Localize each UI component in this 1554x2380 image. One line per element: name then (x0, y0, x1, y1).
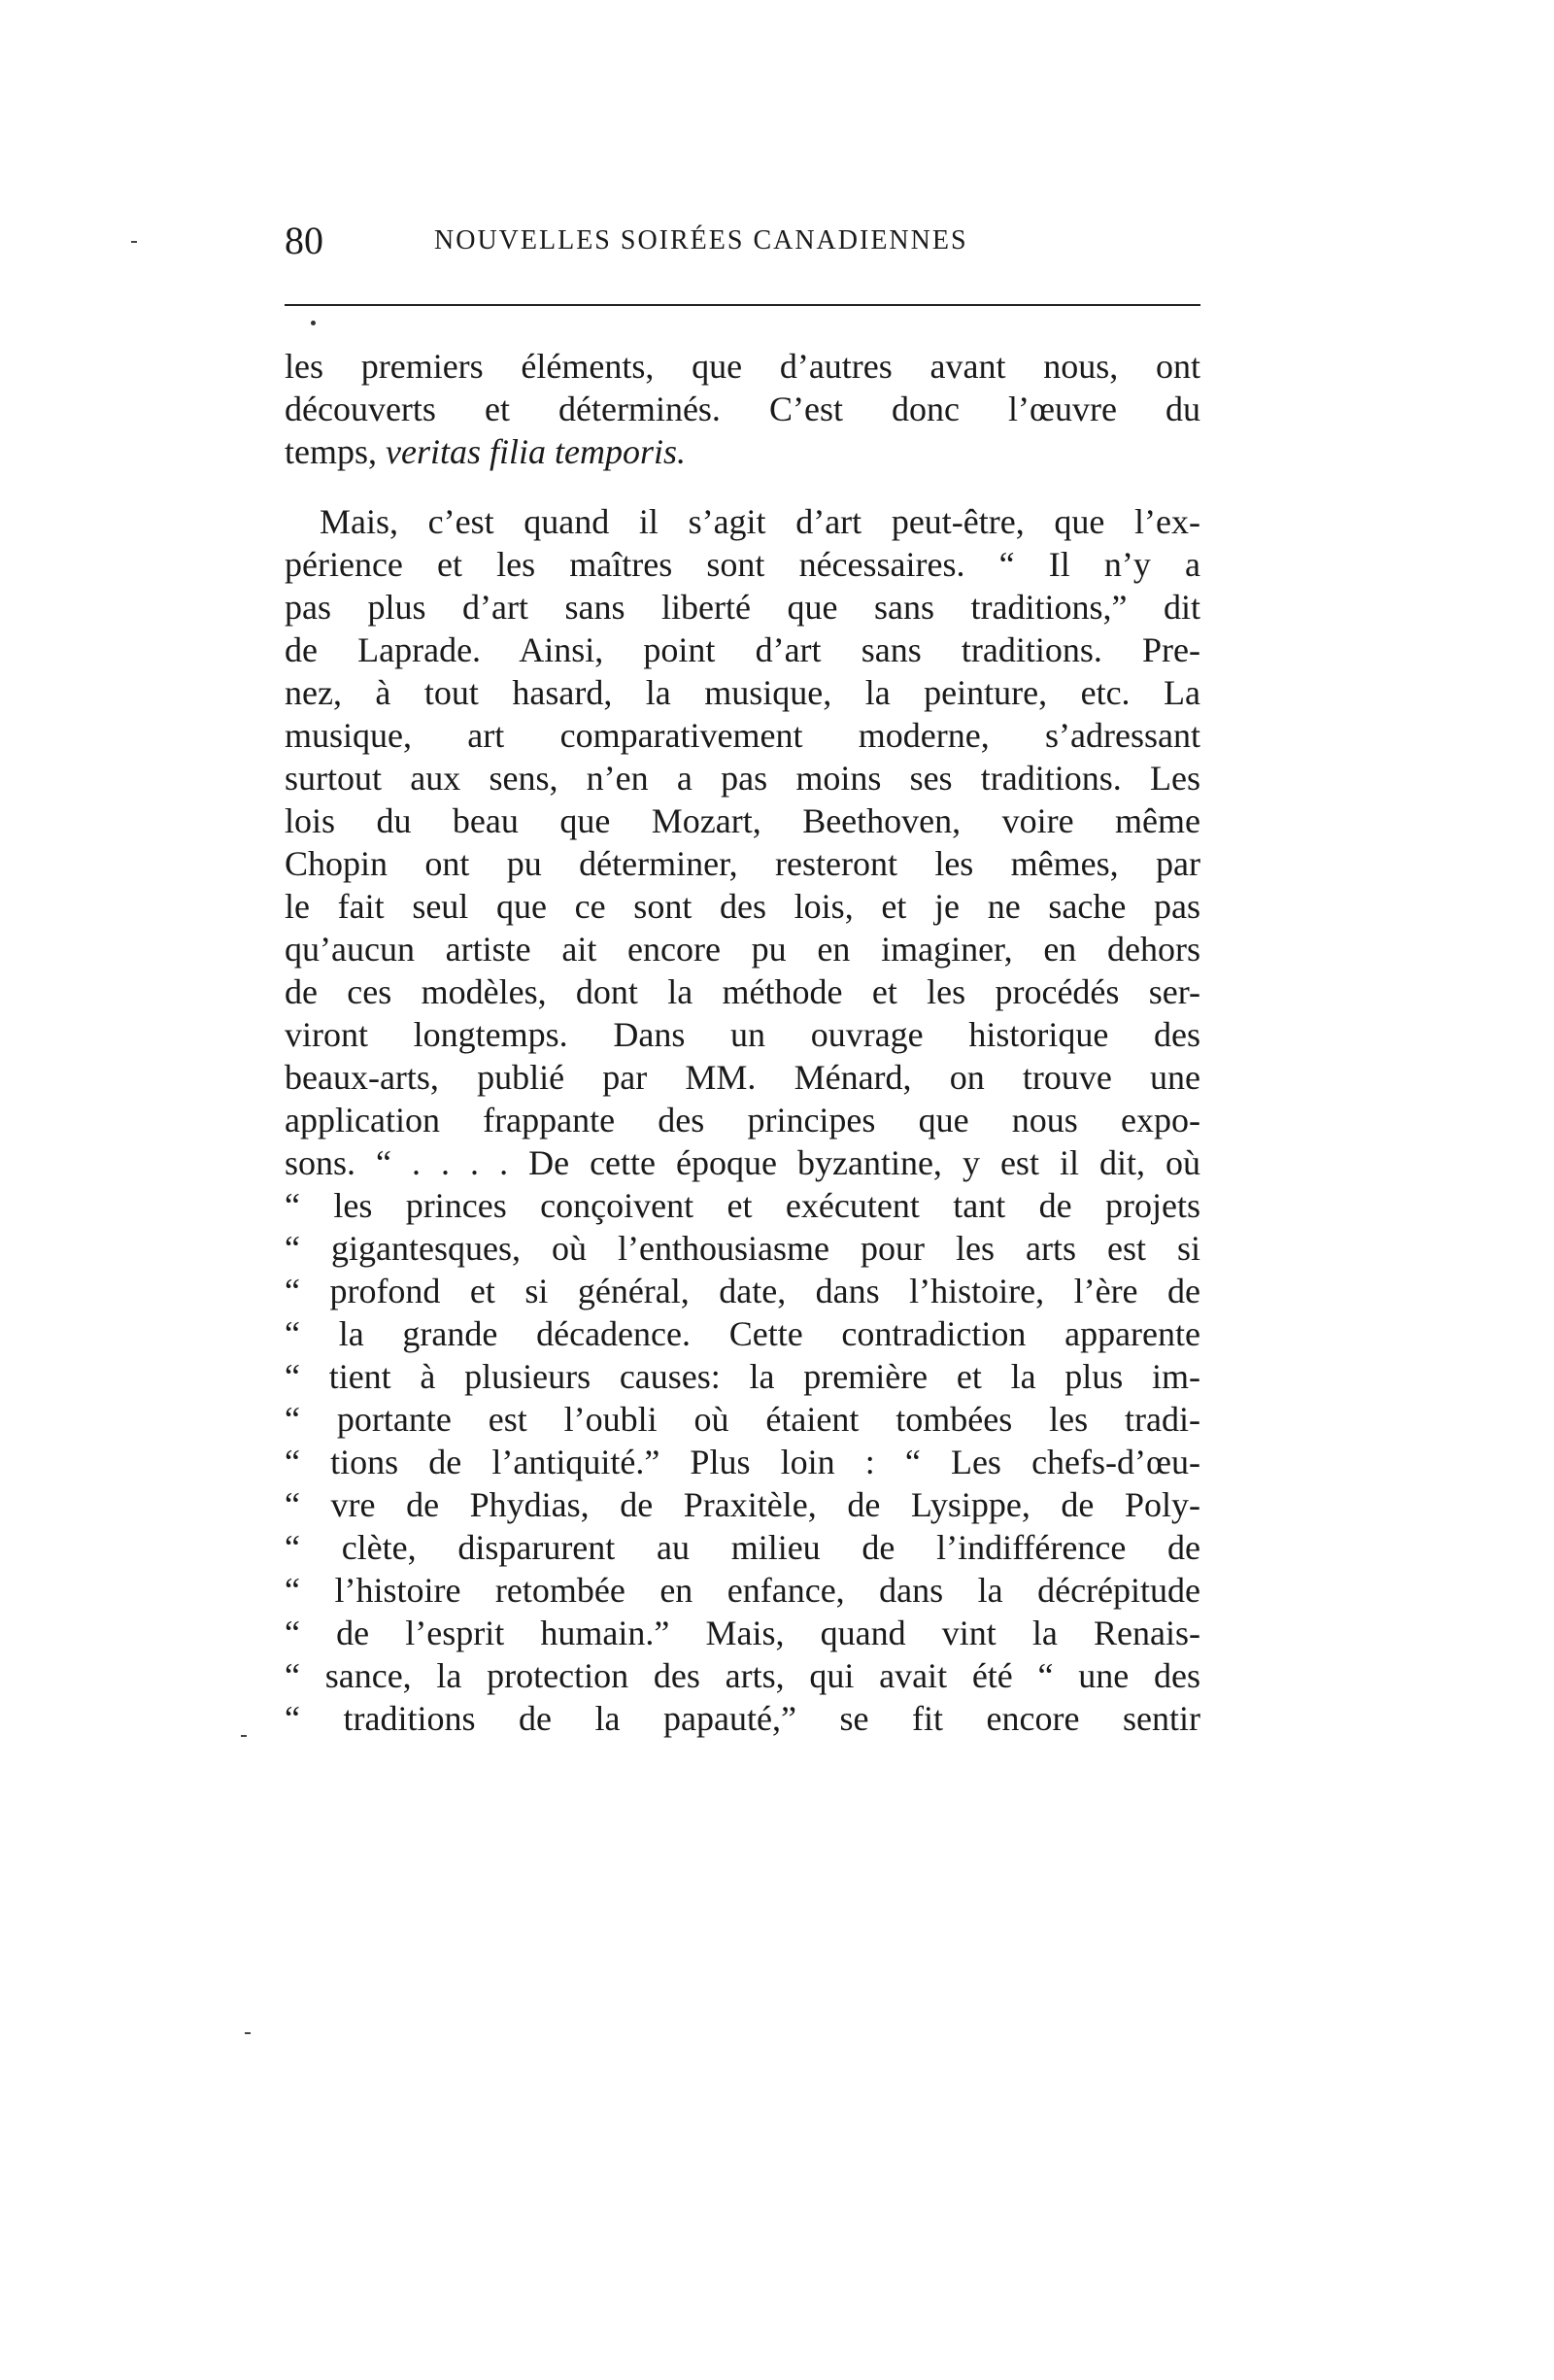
text-line: qu’aucun artiste ait encore pu en imaginer, en dehors (285, 930, 1200, 969)
text-line: “ tions de l’antiquité.” Plus loin : “ Les chefs-d’œu- (285, 1443, 1200, 1481)
text-line: surtout aux sens, n’en a pas moins ses traditions. Les (285, 759, 1200, 798)
text-line (285, 430, 1200, 473)
text-line: “ clète, disparurent au milieu de l’indifférence de (285, 1528, 1200, 1567)
text-line: Mais, c’est quand il s’agit d’art peut-être, que l’ex- (320, 502, 1200, 541)
text-line: Chopin ont pu déterminer, resteront les mêmes, par (285, 844, 1200, 883)
text-line: viront longtemps. Dans un ouvrage historique des (285, 1015, 1200, 1054)
text-line: application frappante des principes que nous expo- (285, 1101, 1200, 1139)
text-line: pas plus d’art sans liberté que sans traditions,” dit (285, 588, 1200, 627)
text-line: les premiers éléments, que d’autres avant nous, ont (285, 347, 1200, 386)
italic-phrase: veritas filia temporis. (386, 432, 686, 471)
text-line: “ portante est l’oubli où étaient tombées les tradi- (285, 1400, 1200, 1439)
print-speck (311, 321, 316, 325)
margin-mark (241, 1735, 247, 1737)
text-line: “ sance, la protection des arts, qui avait été “ une des (285, 1656, 1200, 1695)
text-line: “ la grande décadence. Cette contradiction apparente (285, 1314, 1200, 1353)
margin-mark (245, 2032, 251, 2034)
text-line: découverts et déterminés. C’est donc l’œuvre du (285, 390, 1200, 428)
header-rule (285, 304, 1200, 306)
text-line: “ gigantesques, où l’enthousiasme pour les arts est si (285, 1229, 1200, 1268)
text-line: musique, art comparativement moderne, s’adressant (285, 716, 1200, 755)
text-line: “ de l’esprit humain.” Mais, quand vint la Renais- (285, 1614, 1200, 1652)
text-fragment: temps, (285, 432, 377, 471)
body-text (285, 345, 1200, 1740)
text-line: périence et les maîtres sont nécessaires. “ Il n’y a (285, 545, 1200, 584)
paragraph-1 (285, 345, 1200, 473)
text-line: “ traditions de la papauté,” se fit encore sentir (285, 1699, 1200, 1738)
text-line: nez, à tout hasard, la musique, la peinture, etc. La (285, 673, 1200, 712)
text-line: “ les princes conçoivent et exécutent tant de projets (285, 1186, 1200, 1225)
text-line: lois du beau que Mozart, Beethoven, voire même (285, 801, 1200, 840)
text-line: de ces modèles, dont la méthode et les procédés ser- (285, 972, 1200, 1011)
text-line: “ l’histoire retombée en enfance, dans la décrépitude (285, 1571, 1200, 1610)
text-line: le fait seul que ce sont des lois, et je ne sache pas (285, 887, 1200, 926)
paragraph-2 (285, 500, 1200, 1740)
paragraph-gap (285, 473, 1200, 500)
margin-mark (131, 241, 137, 243)
text-line: “ profond et si général, date, dans l’histoire, l’ère de (285, 1272, 1200, 1310)
text-line: “ vre de Phydias, de Praxitèle, de Lysippe, de Poly- (285, 1485, 1200, 1524)
text-line: sons. “ . . . . De cette époque byzantine, y est il dit, où (285, 1143, 1200, 1182)
page-header (285, 212, 1200, 270)
text-line: de Laprade. Ainsi, point d’art sans traditions. Pre- (285, 630, 1200, 669)
text-line: “ tient à plusieurs causes: la première et la plus im- (285, 1357, 1200, 1396)
text-line: beaux-arts, publié par MM. Ménard, on trouve une (285, 1058, 1200, 1097)
page-number: 80 (285, 219, 323, 262)
running-title: NOUVELLES SOIRÉES CANADIENNES (434, 225, 968, 255)
